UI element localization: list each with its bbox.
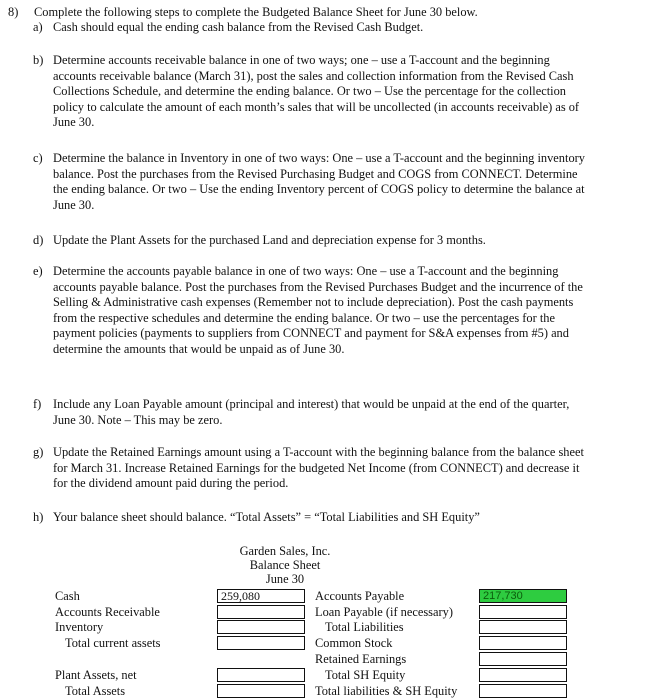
instruction-item-a: [33, 20, 593, 36]
item-text: Determine the accounts payable balance in one of two ways: One – use a T-account and the beginning accounts payable balance. Post the purchases from the Revised Purchases Budget and the incurrence of the Selling & Administrative cash expenses (Remember not to include depreciation). Post the cash payments from the respective schedules and determine the ending balance. Or two – use the percentages for the payment policies (payments to suppliers from CONNECT and payment for S&A expenses from #5) and determine the amounts that would be unpaid as of June 30.: [53, 264, 583, 356]
plant-assets-input[interactable]: [217, 668, 305, 682]
instruction-item-b: [33, 53, 593, 131]
accounts-payable-label: Accounts Payable: [315, 589, 405, 603]
item-letter: c): [33, 151, 43, 165]
cash-input[interactable]: 259,080: [217, 589, 305, 603]
item-letter: e): [33, 264, 43, 278]
instruction-item-f: [33, 397, 593, 428]
question-number: 8): [8, 5, 19, 19]
item-letter: f): [33, 397, 42, 411]
total-current-assets-label: Total current assets: [65, 636, 161, 650]
item-letter: b): [33, 53, 44, 67]
total-liabilities-label: Total Liabilities: [325, 620, 404, 634]
instruction-item-h: [33, 510, 593, 526]
accounts-payable-input[interactable]: 217,730: [479, 589, 567, 603]
common-stock-label: Common Stock: [315, 636, 393, 650]
total-current-assets-input[interactable]: [217, 636, 305, 650]
item-text: Cash should equal the ending cash balance from the Revised Cash Budget.: [53, 20, 424, 34]
question-text: Complete the following steps to complete the Budgeted Balance Sheet for June 30 below.: [34, 5, 478, 19]
inventory-label: Inventory: [55, 620, 104, 634]
item-letter: d): [33, 233, 44, 247]
statement-title: Balance Sheet: [249, 558, 321, 572]
loan-payable-input[interactable]: [479, 605, 567, 619]
plant-assets-label: Plant Assets, net: [55, 668, 137, 682]
item-text: Determine accounts receivable balance in one of two ways; one – use a T-account and the beginning accounts receivable balance (March 31), post the sales and collection information from the Revised Cash Collections Schedule, and determine the ending balance. Or two – Use the percentage for the collection policy to calculate the amount of each month’s sales that will be uncollected (in accounts receivable) as of June 30.: [53, 53, 580, 129]
item-text: Include any Loan Payable amount (principal and interest) that would be unpaid at the end of the quarter, June 30. Note – This may be zero.: [53, 397, 570, 427]
item-letter: h): [33, 510, 44, 524]
retained-earnings-label: Retained Earnings: [315, 652, 407, 666]
accounts-receivable-label: Accounts Receivable: [55, 605, 160, 619]
total-assets-input[interactable]: [217, 684, 305, 698]
instruction-item-g: [33, 445, 593, 492]
item-letter: g): [33, 445, 44, 459]
item-letter: a): [33, 20, 43, 34]
total-liabilities-input[interactable]: [479, 620, 567, 634]
total-liabilities-equity-label: Total liabilities & SH Equity: [315, 684, 458, 698]
company-name: Garden Sales, Inc.: [239, 544, 331, 558]
retained-earnings-input[interactable]: [479, 652, 567, 666]
total-sh-equity-label: Total SH Equity: [325, 668, 406, 682]
question-header: [8, 5, 478, 20]
instruction-item-d: [33, 233, 593, 249]
item-text: Your balance sheet should balance. “Total Assets” = “Total Liabilities and SH Equity”: [53, 510, 480, 524]
total-liabilities-equity-input[interactable]: [479, 684, 567, 698]
item-text: Update the Plant Assets for the purchased Land and depreciation expense for 3 months.: [53, 233, 486, 247]
statement-date: June 30: [265, 572, 305, 586]
total-sh-equity-input[interactable]: [479, 668, 567, 682]
instruction-item-e: [33, 264, 593, 357]
accounts-receivable-input[interactable]: [217, 605, 305, 619]
common-stock-input[interactable]: [479, 636, 567, 650]
instruction-item-c: [33, 151, 593, 213]
total-assets-label: Total Assets: [65, 684, 126, 698]
inventory-input[interactable]: [217, 620, 305, 634]
loan-payable-label: Loan Payable (if necessary): [315, 605, 453, 619]
cash-label: Cash: [55, 589, 80, 603]
item-text: Update the Retained Earnings amount using a T-account with the beginning balance from the balance sheet for March 31. Increase Retained Earnings for the budgeted Net Income (from CONNECT) and decrease it for the dividend amount paid during the period.: [53, 445, 584, 490]
item-text: Determine the balance in Inventory in one of two ways: One – use a T-account and the beginning inventory balance. Post the purchases from the Revised Purchasing Budget and COGS from CONNECT. Determine the ending balance. Or two – Use the ending Inventory percent of COGS policy to determine the balance at June 30.: [53, 151, 585, 212]
